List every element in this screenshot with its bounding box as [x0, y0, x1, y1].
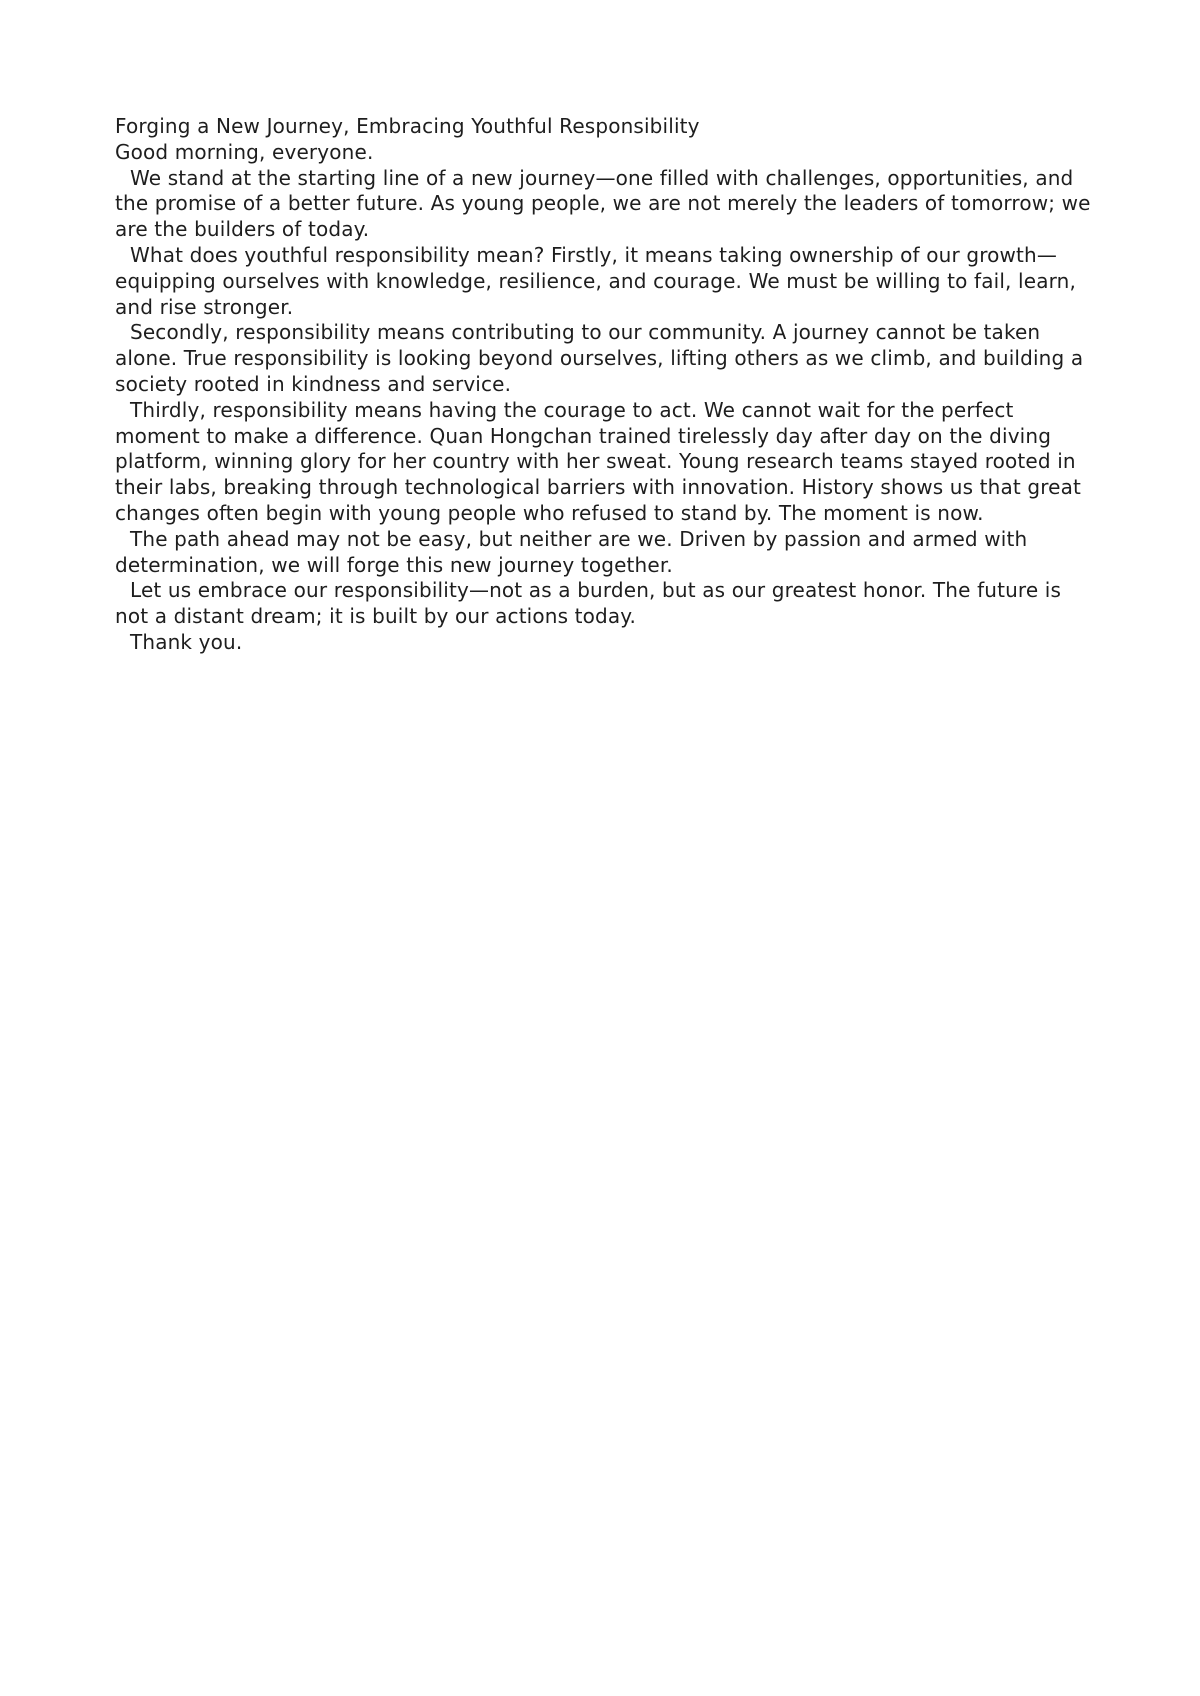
paragraph-closing: Thank you. — [130, 629, 243, 654]
paragraph-embrace: Let us embrace our responsibility—not as a burden, but as our greatest honor. The future is not a distant dream; it is built by our actions today. — [115, 578, 1062, 629]
document-title: Forging a New Journey, Embracing Youthful Responsibility — [115, 114, 700, 138]
document-page — [115, 114, 1095, 656]
paragraph-secondly: Secondly, responsibility means contributing to our community. A journey cannot be taken alone. True responsibility is looking beyond ourselves, lifting others as we climb, and building a society rooted in kindness and service. — [115, 320, 1084, 396]
greeting: Good morning, everyone. — [115, 139, 374, 164]
paragraph-path-ahead: The path ahead may not be easy, but neither are we. Driven by passion and armed with determination, we will forge this new journey together. — [115, 526, 1028, 577]
paragraph-firstly: What does youthful responsibility mean? Firstly, it means taking ownership of our growth—equipping ourselves with knowledge, resilience, and courage. We must be willing to fail, learn, and rise stronger. — [115, 242, 1076, 319]
paragraph-thirdly: Thirdly, responsibility means having the courage to act. We cannot wait for the perfect moment to make a difference. Quan Hongchan trained tirelessly day after day on the diving platform, winning glory for her country with her sweat. Young research teams stayed rooted in their labs, breaking through technological barriers with innovation. History shows us that great changes often begin with young people who refused to stand by. The moment is now. — [115, 397, 1082, 525]
paragraph-intro: We stand at the starting line of a new journey—one filled with challenges, opportunities, and the promise of a better future. As young people, we are not merely the leaders of tomorrow; we are the builders of today. — [115, 165, 1091, 242]
